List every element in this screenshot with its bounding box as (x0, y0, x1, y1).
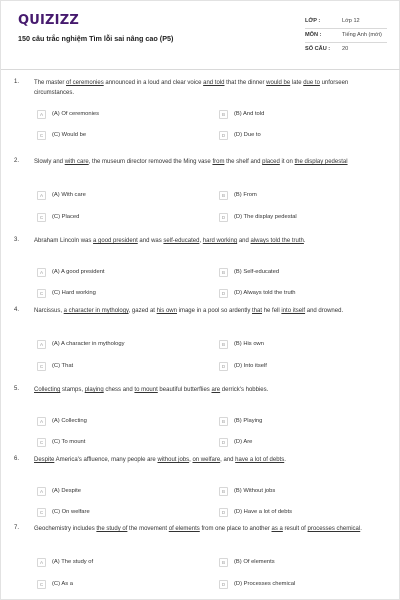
question-number: 6. (14, 456, 20, 462)
question-number: 1. (14, 79, 20, 85)
option-text: (C) Hard working (52, 290, 96, 296)
answer-option-c[interactable] (37, 508, 197, 519)
option-letter-badge: D (219, 362, 228, 371)
question-number: 4. (14, 307, 20, 313)
underlined-segment: playing (84, 387, 104, 393)
option-text: (C) To mount (52, 439, 86, 445)
quizizz-logo: QUIZIZZ (18, 13, 79, 28)
option-text: (A) Of ceremonies (52, 111, 100, 117)
underlined-segment: hard working (202, 238, 238, 244)
question-text (34, 386, 379, 396)
option-letter-badge: B (219, 110, 228, 119)
option-letter-badge: D (219, 438, 228, 447)
question-number: 5. (14, 386, 20, 392)
underlined-segment: on welfare (192, 457, 221, 463)
underlined-segment: and told (203, 80, 225, 86)
answer-option-c[interactable] (37, 131, 197, 142)
underlined-segment: as a (271, 526, 283, 532)
text-segment: Abraham Lincoln was (34, 238, 94, 244)
underlined-segment: from (212, 159, 225, 165)
answer-option-d[interactable] (219, 131, 379, 142)
text-segment: unforseen circumstances. (34, 80, 349, 96)
underlined-segment: a good president (93, 238, 138, 244)
option-letter-badge: D (219, 580, 228, 589)
text-segment: the movement (127, 526, 169, 532)
answer-option-d[interactable] (219, 508, 379, 519)
answer-option-a[interactable] (37, 191, 197, 202)
subject-label: MÔN : (305, 32, 322, 38)
option-text: (C) Would be (52, 132, 87, 138)
option-letter-badge: D (219, 131, 228, 140)
option-letter-badge: C (37, 508, 46, 517)
question-text (34, 79, 379, 98)
answer-option-b[interactable] (219, 268, 379, 279)
meta-divider (305, 42, 387, 43)
option-letter-badge: A (37, 558, 46, 567)
class-value: Lớp 12 (342, 18, 360, 24)
header-divider (1, 69, 400, 70)
text-segment: . (303, 238, 306, 244)
option-text: (D) Are (234, 439, 253, 445)
text-segment: Narcissus, (34, 308, 64, 314)
option-letter-badge: C (37, 131, 46, 140)
text-segment: and was (137, 238, 164, 244)
underlined-segment: are (211, 387, 221, 393)
option-text: (D) Into itself (234, 363, 267, 369)
worksheet-header (1, 1, 400, 71)
option-letter-badge: A (37, 417, 46, 426)
answer-option-a[interactable] (37, 268, 197, 279)
underlined-segment: without jobs (157, 457, 190, 463)
text-segment: . (284, 457, 286, 463)
option-text: (B) Self-educated (234, 269, 280, 275)
answer-option-a[interactable] (37, 110, 197, 121)
option-letter-badge: B (219, 558, 228, 567)
option-text: (A) The study of (52, 559, 94, 565)
option-letter-badge: A (37, 110, 46, 119)
option-text: (C) As a (52, 581, 73, 587)
option-letter-badge: C (37, 362, 46, 371)
text-segment: derrick's hobbies. (220, 387, 269, 393)
question-text (34, 456, 379, 466)
text-segment: , (199, 238, 203, 244)
question-text (34, 307, 379, 317)
answer-option-a[interactable] (37, 340, 197, 351)
text-segment: result of (282, 526, 308, 532)
underlined-segment: the display pedestal (294, 159, 348, 165)
question-text (34, 237, 379, 247)
option-text: (B) And told (234, 111, 265, 117)
text-segment: image in a pool so ardently (176, 308, 253, 314)
count-value: 20 (342, 46, 349, 52)
option-letter-badge: C (37, 289, 46, 298)
worksheet-title: 150 câu trắc nghiệm Tìm lỗi sai nâng cao (P5) (18, 34, 174, 43)
underlined-segment: always told the truth (250, 238, 304, 244)
answer-option-a[interactable] (37, 487, 197, 498)
text-segment: from one place to another (199, 526, 272, 532)
underlined-segment: into itself (281, 308, 306, 314)
text-segment: announced in a loud and clear voice (103, 80, 204, 86)
answer-option-d[interactable] (219, 289, 379, 300)
option-letter-badge: A (37, 487, 46, 496)
option-text: (D) Processes chemical (234, 581, 296, 587)
option-letter-badge: C (37, 213, 46, 222)
answer-option-b[interactable] (219, 487, 379, 498)
text-segment: Geochemistry includes (34, 526, 97, 532)
text-segment: that the dinner (224, 80, 267, 86)
question-number: 7. (14, 525, 20, 531)
answer-option-b[interactable] (219, 340, 379, 351)
answer-option-b[interactable] (219, 110, 379, 121)
option-text: (D) Have a lot of debts (234, 509, 292, 515)
option-text: (A) Collecting (52, 418, 87, 424)
option-text: (A) With care (52, 192, 86, 198)
text-segment: The master (34, 80, 67, 86)
text-segment: , and (220, 457, 236, 463)
answer-option-c[interactable] (37, 213, 197, 224)
option-letter-badge: A (37, 191, 46, 200)
text-segment: the shelf and (224, 159, 263, 165)
answer-option-a[interactable] (37, 417, 197, 428)
text-segment: chess and (103, 387, 135, 393)
underlined-segment: processes chemical (307, 526, 361, 532)
underlined-segment: with care (64, 159, 89, 165)
option-letter-badge: B (219, 487, 228, 496)
option-text: (B) Playing (234, 418, 263, 424)
underlined-segment: would be (266, 80, 291, 86)
text-segment: and (237, 238, 251, 244)
text-segment: , (189, 457, 193, 463)
option-text: (C) Placed (52, 214, 80, 220)
underlined-segment: to mount (134, 387, 158, 393)
meta-divider (305, 28, 387, 29)
option-text: (B) Without jobs (234, 488, 276, 494)
answer-option-c[interactable] (37, 438, 197, 449)
option-text: (B) His own (234, 341, 264, 347)
option-text: (B) From (234, 192, 257, 198)
underlined-segment: self-educated (163, 238, 200, 244)
option-letter-badge: A (37, 340, 46, 349)
underlined-segment: his own (156, 308, 177, 314)
option-text: (C) That (52, 363, 74, 369)
underlined-segment: placed (262, 159, 280, 165)
text-segment: late (290, 80, 304, 86)
text-segment: beautiful butterflies (157, 387, 212, 393)
underlined-segment: Collecting (34, 387, 61, 393)
text-segment: America's affluence, many people are (54, 457, 158, 463)
answer-option-d[interactable] (219, 362, 379, 373)
answer-option-d[interactable] (219, 580, 379, 591)
option-letter-badge: B (219, 268, 228, 277)
class-label: LỚP : (305, 18, 321, 24)
option-text: (A) A good president (52, 269, 105, 275)
answer-option-c[interactable] (37, 362, 197, 373)
option-text: (B) Of elements (234, 559, 275, 565)
question-number: 3. (14, 237, 20, 243)
underlined-segment: Despite (34, 457, 55, 463)
question-text (34, 525, 379, 535)
option-letter-badge: B (219, 417, 228, 426)
option-letter-badge: D (219, 289, 228, 298)
option-letter-badge: B (219, 191, 228, 200)
text-segment: it on (279, 159, 295, 165)
underlined-segment: the study of (96, 526, 128, 532)
underlined-segment: due to (303, 80, 320, 86)
text-segment: , the museum director removed the Ming vase (88, 159, 213, 165)
text-segment: stamps, (60, 387, 85, 393)
underlined-segment: of ceremonies (66, 80, 104, 86)
answer-option-b[interactable] (219, 191, 379, 202)
option-text: (D) The display pedestal (234, 214, 297, 220)
option-text: (A) Despite (52, 488, 81, 494)
text-segment: and drowned. (305, 308, 344, 314)
option-text: (D) Always told the truth (234, 290, 296, 296)
option-letter-badge: A (37, 268, 46, 277)
text-segment: Slowly and (34, 159, 65, 165)
text-segment: he fell (262, 308, 282, 314)
answer-option-a[interactable] (37, 558, 197, 569)
question-text (34, 158, 379, 168)
question-number: 2. (14, 158, 20, 164)
answer-option-b[interactable] (219, 558, 379, 569)
answer-option-d[interactable] (219, 213, 379, 224)
answer-option-d[interactable] (219, 438, 379, 449)
option-letter-badge: D (219, 213, 228, 222)
option-letter-badge: D (219, 508, 228, 517)
underlined-segment: of elements (168, 526, 200, 532)
underlined-segment: that (252, 308, 263, 314)
underlined-segment: have a lot of debts (235, 457, 285, 463)
count-label: SỐ CÂU : (305, 46, 331, 52)
option-text: (A) A character in mythology (52, 341, 125, 347)
subject-value: Tiếng Anh (mới) (342, 32, 382, 38)
option-letter-badge: B (219, 340, 228, 349)
option-letter-badge: C (37, 438, 46, 447)
text-segment: . (360, 526, 362, 532)
answer-option-c[interactable] (37, 580, 197, 591)
answer-option-c[interactable] (37, 289, 197, 300)
text-segment: , gazed at (128, 308, 157, 314)
option-text: (D) Due to (234, 132, 261, 138)
option-letter-badge: C (37, 580, 46, 589)
underlined-segment: a character in mythology (63, 308, 129, 314)
answer-option-b[interactable] (219, 417, 379, 428)
option-text: (C) On welfare (52, 509, 90, 515)
